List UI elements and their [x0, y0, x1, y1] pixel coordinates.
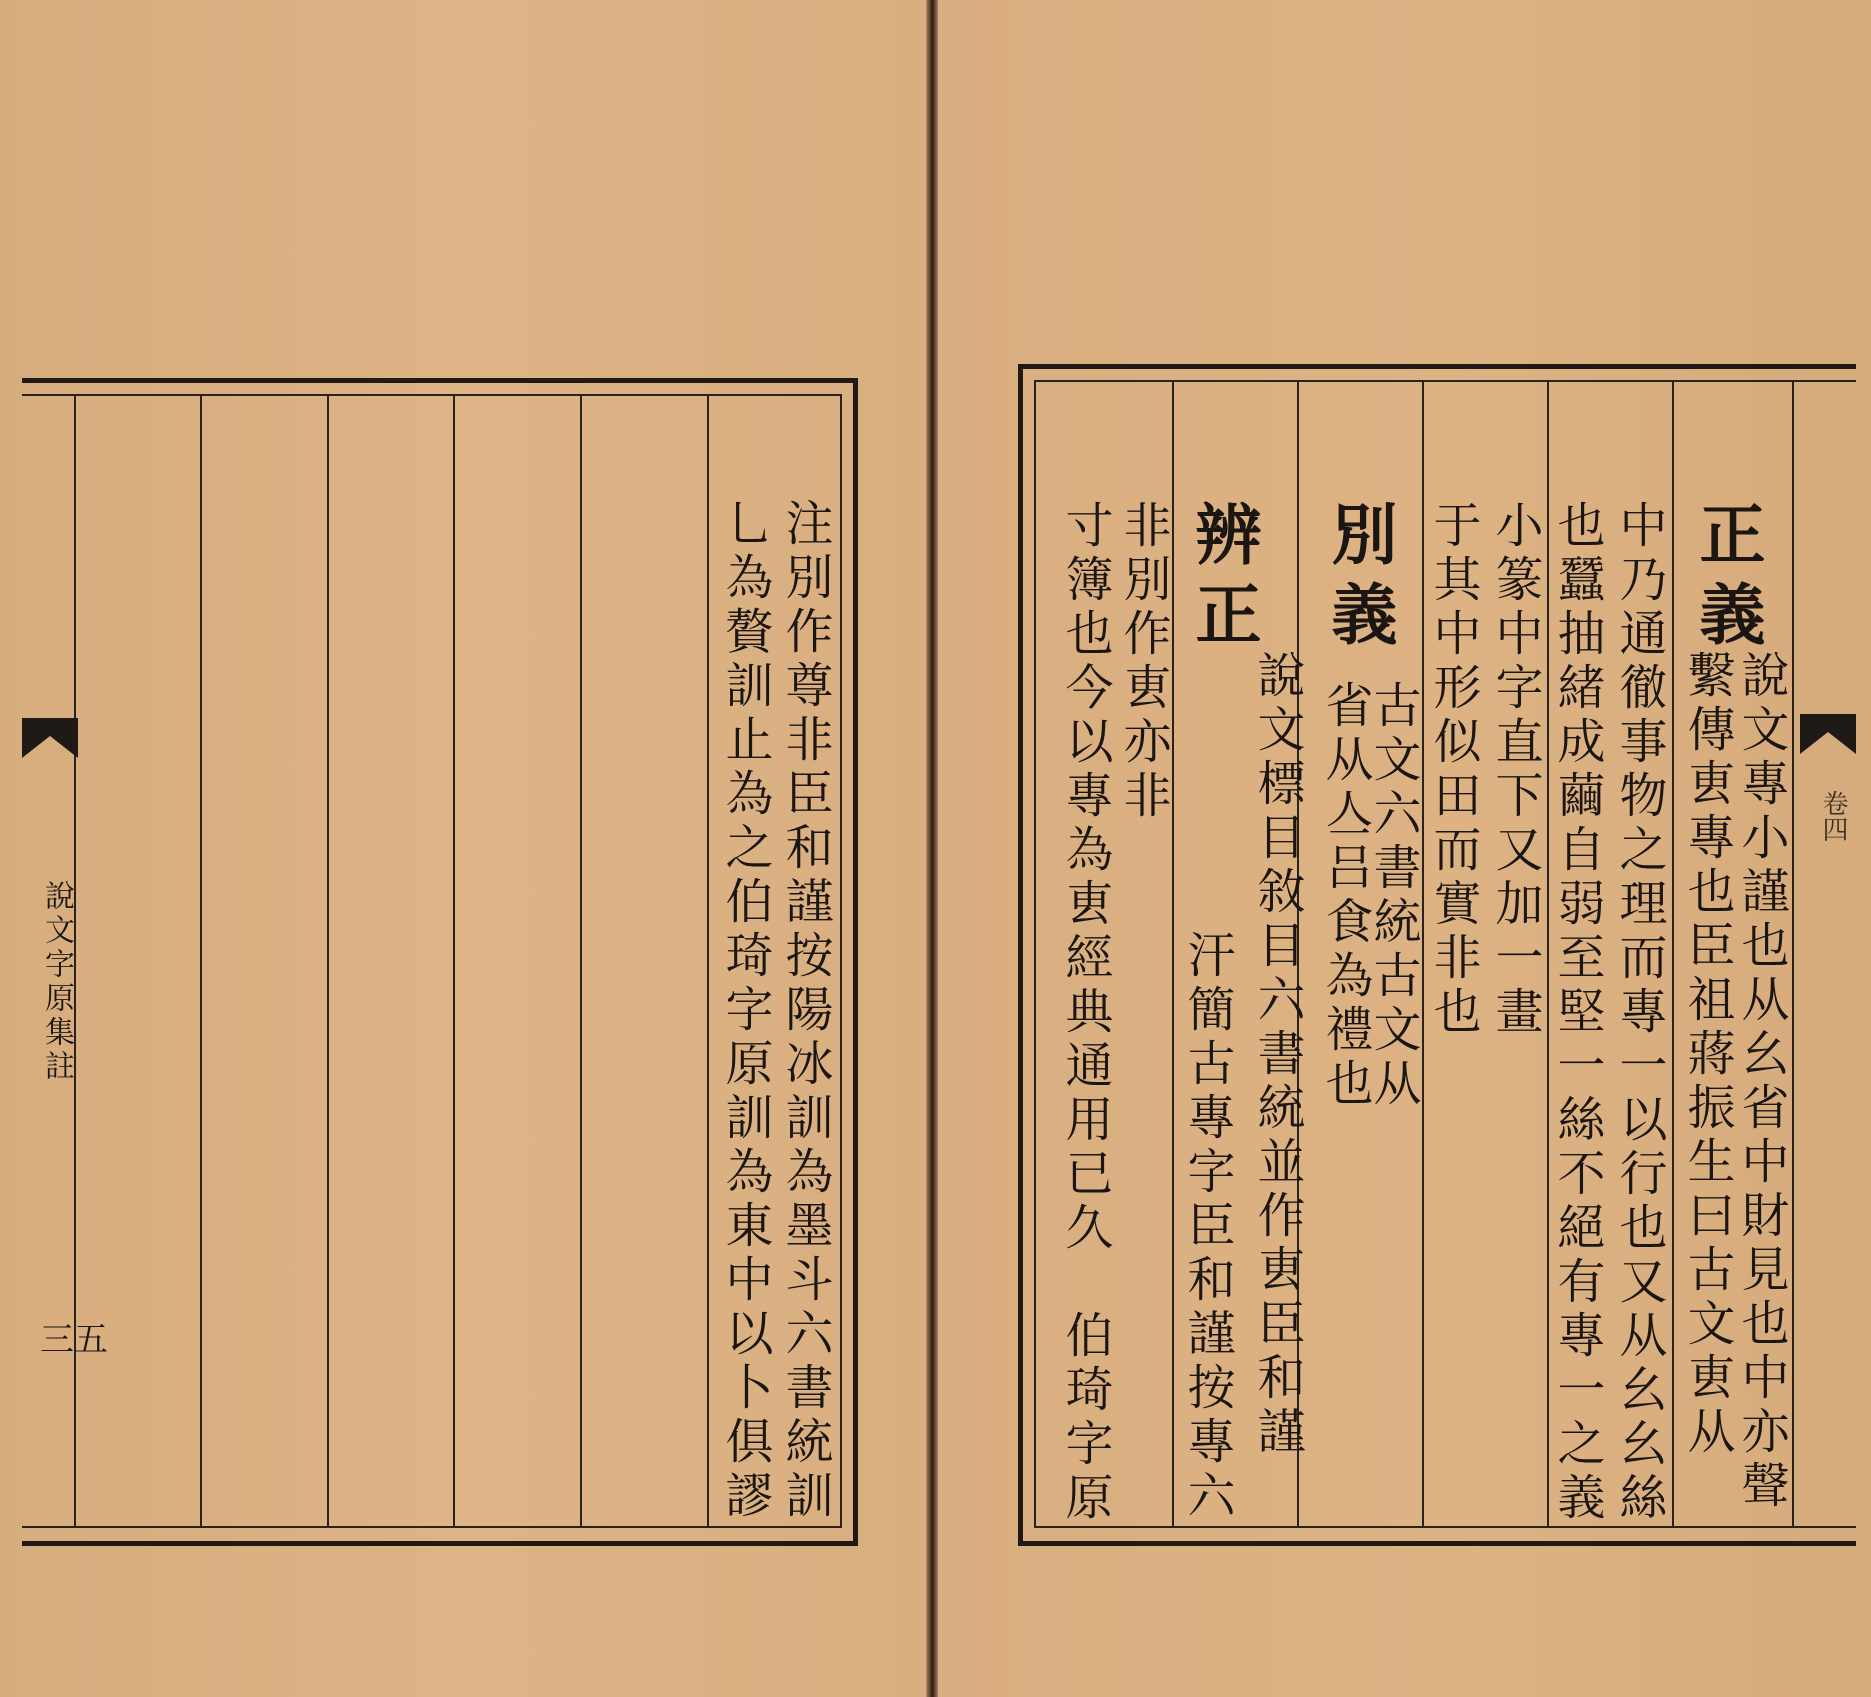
edge-volume-mark: 卷四 — [1818, 790, 1848, 842]
text-column: 寸簿也今以專為叀經典通用已久 — [1057, 500, 1113, 1256]
left-column-rule — [580, 396, 582, 1526]
text-column: 小篆中字直下又加一畫 — [1487, 500, 1543, 1040]
text-column: 注別作尊非臣和謹按陽冰訓為墨斗六書統訓 — [777, 498, 833, 1524]
folio-number: 三五 — [40, 1320, 108, 1360]
right-column-rule — [1172, 382, 1174, 1526]
spine-title: 說文字原集註 — [39, 880, 74, 1084]
text-column: 伯琦字原 — [1057, 1310, 1113, 1526]
text-column: 汗簡古專字臣和謹按專六 — [1179, 930, 1235, 1524]
text-column: 非別作叀亦非 — [1115, 500, 1171, 824]
book-gutter — [926, 0, 938, 1697]
right-column-rule — [1792, 382, 1794, 1526]
text-column: 省从亼吕食為禮也 — [1317, 680, 1373, 1112]
text-column: 乚為贅訓止為之伯琦字原訓為東中以卜俱謬 — [717, 498, 773, 1524]
text-column: 說文標目敘目六書統並作叀臣和謹 — [1249, 650, 1305, 1460]
left-column-rule — [327, 396, 329, 1526]
text-column: 古文六書統古文从 — [1365, 680, 1421, 1112]
text-column: 也蠶抽緒成繭自弱至堅一絲不絕有專一之義 — [1549, 500, 1605, 1526]
heading-zhengyi: 正義 — [1688, 500, 1766, 660]
heading-bieyi: 別義 — [1320, 500, 1398, 660]
text-column: 繫傳叀專也臣祖蔣振生曰古文叀从 — [1679, 650, 1735, 1460]
text-column: 說文專小謹也从幺省中財見也中亦聲 — [1733, 650, 1789, 1514]
left-column-rule — [707, 396, 709, 1526]
right-column-rule — [1672, 382, 1674, 1526]
left-column-rule — [200, 396, 202, 1526]
text-column: 于其中形似田而實非也 — [1425, 500, 1481, 1040]
heading-bianzheng: 辨正 — [1184, 500, 1262, 660]
right-column-rule — [1422, 382, 1424, 1526]
left-column-rule — [453, 396, 455, 1526]
text-column: 中乃通徹事物之理而專一以行也又从幺幺絲 — [1611, 500, 1667, 1526]
